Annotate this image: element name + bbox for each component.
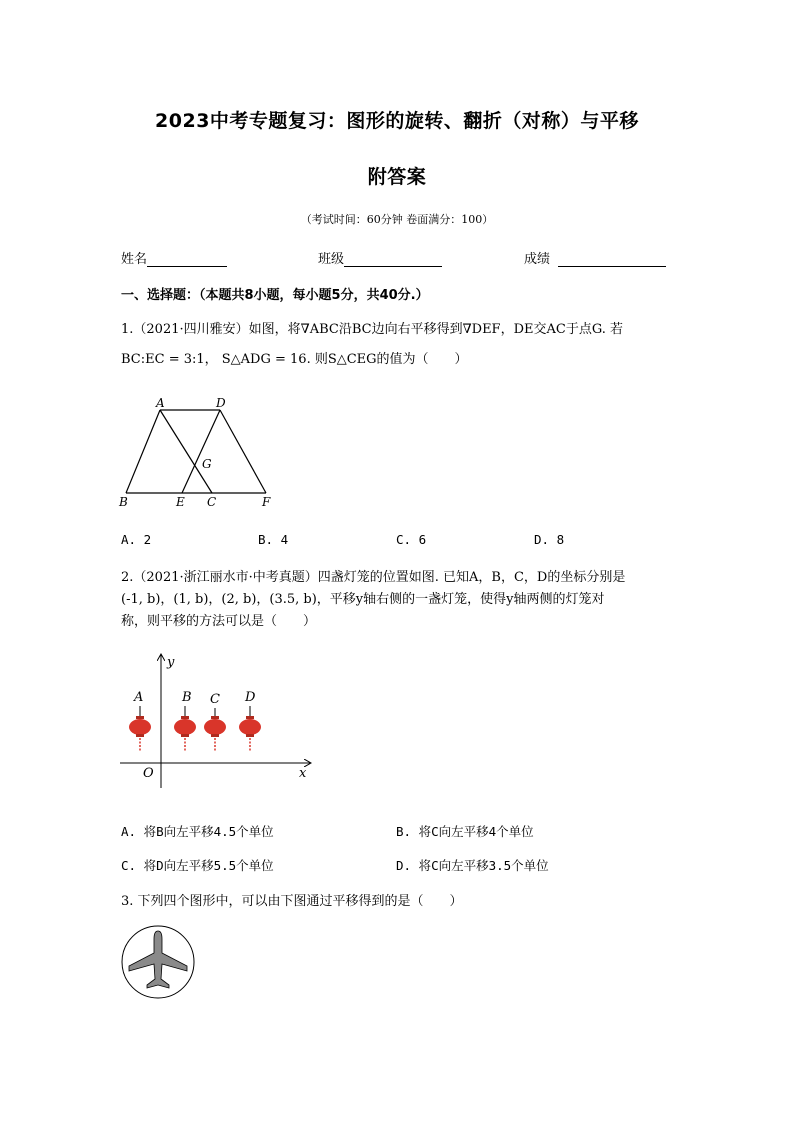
q1-figure — [110, 390, 290, 510]
q2-text-line1: 2.（2021·浙江丽水市·中考真题）四盏灯笼的位置如图. 已知A，B，C，D的坐标分别是 — [121, 570, 626, 585]
name-blank[interactable] — [147, 252, 227, 267]
q2-option-b[interactable]: B. 将C向左平移4个单位 — [396, 824, 534, 839]
q1-option-c[interactable]: C. 6 — [396, 532, 427, 547]
score-label: 成绩 — [524, 252, 551, 267]
q1-label-A: A — [156, 396, 165, 410]
lantern-C — [204, 692, 226, 751]
exam-info: （考试时间：60分钟 卷面满分：100） — [300, 213, 494, 226]
class-label: 班级 — [318, 252, 345, 267]
q2-option-d[interactable]: D. 将C向左平移3.5个单位 — [396, 858, 549, 873]
q2-text-line3: 称，则平移的方法可以是（ ） — [121, 614, 317, 629]
score-blank[interactable] — [558, 252, 666, 267]
q1-label-F: F — [262, 495, 271, 509]
q1-option-b[interactable]: B. 4 — [258, 532, 289, 547]
lantern-C-label: C — [210, 692, 220, 707]
q1-label-G: G — [202, 457, 212, 471]
name-label: 姓名 — [121, 252, 148, 267]
q2-label-origin: O — [143, 766, 154, 781]
class-blank[interactable] — [344, 252, 442, 267]
page-title: 2023中考专题复习：图形的旋转、翻折（对称）与平移 — [155, 110, 639, 132]
lantern-B-label: B — [182, 690, 192, 705]
q1-segment-DF — [220, 410, 266, 493]
q1-segment-DE — [182, 410, 220, 493]
section-heading: 一、选择题：（本题共8小题，每小题5分，共40分.） — [121, 288, 429, 303]
score-field[interactable] — [524, 248, 666, 267]
name-field[interactable] — [121, 248, 227, 267]
q2-label-x: x — [299, 766, 307, 781]
q1-option-a[interactable]: A. 2 — [121, 532, 152, 547]
q2-option-c[interactable]: C. 将D向左平移5.5个单位 — [121, 858, 274, 873]
q2-label-y: y — [167, 655, 175, 670]
q1-label-D: D — [216, 396, 226, 410]
lantern-A-label: A — [134, 690, 144, 705]
q2-figure — [115, 650, 325, 790]
q3-text-line1: 3. 下列四个图形中，可以由下图通过平移得到的是（ ） — [121, 894, 463, 909]
page-subtitle: 附答案 — [367, 166, 427, 188]
q3-figure — [119, 923, 197, 1001]
q2-text-line2: (-1, b)，(1, b)，(2, b)，(3.5, b)，平移y轴右侧的一盏灯笼，使得y轴两侧的灯笼对 — [121, 592, 605, 607]
q1-label-C: C — [207, 495, 217, 509]
q1-text-line1: 1.（2021·四川雅安）如图，将∇ABC沿BC边向右平移得到∇DEF，DE交AC于点G. 若 — [121, 322, 624, 337]
lantern-D-label: D — [245, 690, 256, 705]
lantern-D — [239, 690, 261, 751]
q1-label-E: E — [176, 495, 185, 509]
lantern-B — [174, 690, 196, 751]
q1-segment-AB — [126, 410, 160, 493]
q1-label-B: B — [119, 495, 128, 509]
class-field[interactable] — [318, 248, 442, 267]
q2-option-a[interactable]: A. 将B向左平移4.5个单位 — [121, 824, 274, 839]
q1-text-line2: BC:EC = 3:1， S△ADG = 16. 则S△CEG的值为（ ） — [121, 352, 468, 367]
q1-option-d[interactable]: D. 8 — [534, 532, 565, 547]
lantern-A — [129, 690, 151, 751]
q1-segment-AC — [160, 410, 212, 493]
